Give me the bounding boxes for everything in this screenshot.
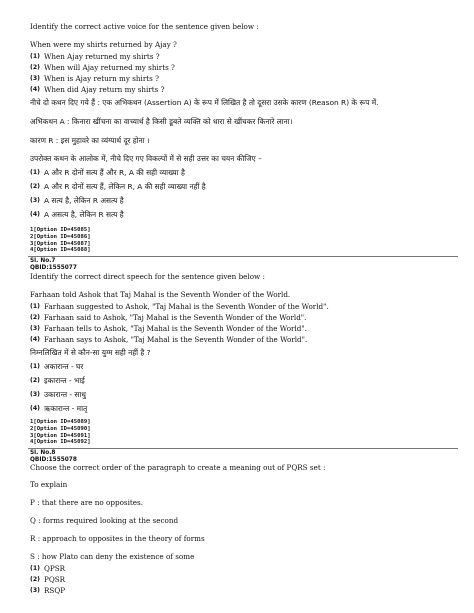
question-divider — [28, 448, 458, 449]
option-id: 1[Option ID=45085] — [30, 227, 91, 233]
option-text: Farhaan says to Ashok, "Taj Mahal is the Seventh Wonder of the World". — [44, 335, 308, 344]
q6-prompt: Identify the correct active voice for the sentence given below : — [30, 22, 259, 31]
option-number: (1) — [30, 169, 40, 176]
option-text: PQSR — [44, 575, 66, 584]
q6-option-3[interactable] — [30, 74, 456, 83]
q7-option-ids — [30, 419, 456, 446]
option-number: (2) — [30, 377, 40, 384]
option-text: When did Ajay return my shirts ? — [44, 85, 165, 94]
q6-hindi-prompt: उपरोक्त कथन के आलोक में, नीचे दिए गए विकल्पों में से सही उत्तर का चयन कीजिए – — [30, 154, 262, 163]
q8-lead: To explain — [30, 480, 68, 489]
option-number: (3) — [30, 197, 40, 204]
q7-option-1[interactable] — [30, 302, 456, 311]
option-number: (3) — [30, 325, 40, 332]
q7-hindi-option-2[interactable] — [30, 376, 456, 386]
q7-sl-no: Sl. No.7 — [30, 258, 56, 264]
option-id: 3[Option ID=45087] — [30, 240, 91, 247]
q7-option-4[interactable] — [30, 335, 456, 344]
q8-part-r: R : approach to opposites in the theory of forms — [30, 534, 205, 543]
option-number: (2) — [30, 64, 40, 71]
q8-part-s: S : how Plato can deny the existence of some — [30, 552, 195, 561]
q6-hindi-option-2[interactable] — [30, 182, 456, 192]
option-id: 4[Option ID=45092] — [30, 439, 91, 446]
q8-prompt: Choose the correct order of the paragraph to create a meaning out of PQRS set : — [30, 463, 326, 472]
option-text: उकारान्त - साधु — [44, 390, 86, 399]
option-id: 2[Option ID=45086] — [30, 233, 91, 240]
option-text: इकारान्त - भाई — [44, 376, 85, 385]
q6-option-4[interactable] — [30, 85, 456, 94]
q7-hindi-prompt: निम्नलिखित में से कौन-सा युग्म सही नहीं है ? — [30, 348, 151, 357]
q6-hindi-option-1[interactable] — [30, 168, 456, 178]
option-number: (1) — [30, 53, 40, 60]
q8-part-q: Q : forms required looking at the second — [30, 516, 179, 525]
q8-sl-no: Sl. No.8 — [30, 450, 56, 456]
q6-sentence: When were my shirts returned by Ajay ? — [30, 40, 177, 49]
option-number: (3) — [30, 587, 40, 594]
q6-assertion: अभिकथन A : किनारा खींचना का वाच्यार्थ है किसी डूबते व्यक्ति को धारा से खींचकर किनारे लाना। — [30, 117, 293, 126]
option-text: Farhaan tells to Ashok, "Taj Mahal is the Seventh Wonder of the World". — [44, 324, 307, 333]
option-id: 4[Option ID=45088] — [30, 247, 91, 254]
q8-qbid: QBID:1555078 — [30, 457, 77, 463]
q7-sentence: Farhaan told Ashok that Taj Mahal is the Seventh Wonder of the World. — [30, 290, 291, 299]
option-number: (2) — [30, 576, 40, 583]
q7-qbid: QBID:1555077 — [30, 265, 77, 271]
option-text: When will Ajay returned my shirts ? — [44, 63, 175, 72]
option-number: (1) — [30, 565, 40, 572]
q6-hindi-option-3[interactable] — [30, 196, 456, 206]
option-id: 1[Option ID=45089] — [30, 419, 91, 425]
option-id: 3[Option ID=45091] — [30, 432, 91, 439]
option-text: When Ajay returned my shirts ? — [44, 52, 160, 61]
option-text: QPSR — [44, 564, 66, 573]
option-number: (2) — [30, 314, 40, 321]
option-id: 2[Option ID=45090] — [30, 425, 91, 432]
q6-option-2[interactable] — [30, 63, 456, 72]
option-number: (2) — [30, 183, 40, 190]
option-number: (4) — [30, 405, 40, 412]
q8-option-2[interactable] — [30, 575, 456, 584]
option-text: Farhaan said to Ashok, "Taj Mahal is the Seventh Wonder of the World". — [44, 313, 307, 322]
q6-option-1[interactable] — [30, 52, 456, 61]
q8-part-p: P : that there are no opposites. — [30, 498, 144, 507]
option-number: (4) — [30, 86, 40, 93]
option-number: (3) — [30, 75, 40, 82]
option-text: A सत्य है, लेकिन R असत्य है — [44, 196, 124, 205]
option-text: ऋकारान्त - मातृ — [44, 404, 88, 413]
option-text: A और R दोनों सत्य हैं, लेकिन R, A की सही व्याख्या नहीं है — [44, 182, 206, 191]
q8-option-3[interactable] — [30, 586, 456, 595]
q7-hindi-option-4[interactable] — [30, 404, 456, 414]
q7-option-3[interactable] — [30, 324, 456, 333]
option-number: (4) — [30, 336, 40, 343]
q8-option-1[interactable] — [30, 564, 456, 573]
q6-option-ids — [30, 227, 456, 254]
q6-reason: कारण R : इस मुहावरे का व्यंग्यार्थ दूर होना । — [30, 136, 150, 145]
option-text: RSQP — [44, 586, 66, 595]
option-number: (4) — [30, 211, 40, 218]
q6-hindi-intro: नीचे दो कथन दिए गये हैं : एक अभिकथन (Assertion A) के रूप में लिखित है तो दूसरा उसके कारण (Reason R) के रूप में. — [30, 98, 379, 107]
option-text: अकारान्त - घर — [44, 362, 84, 371]
q6-hindi-option-4[interactable] — [30, 210, 456, 220]
question-divider — [28, 256, 458, 257]
option-text: When is Ajay return my shirts ? — [44, 74, 159, 83]
q7-prompt: Identify the correct direct speech for the sentence given below : — [30, 272, 265, 281]
option-text: Farhaan suggested to Ashok, "Taj Mahal is the Seventh Wonder of the World". — [44, 302, 329, 311]
q7-option-2[interactable] — [30, 313, 456, 322]
option-number: (1) — [30, 303, 40, 310]
option-number: (1) — [30, 363, 40, 370]
option-text: A और R दोनों सत्य हैं और R, A की सही व्याख्या है — [44, 168, 185, 177]
q7-hindi-option-3[interactable] — [30, 390, 456, 400]
option-text: A असत्य है, लेकिन R सत्य है — [44, 210, 124, 219]
q7-hindi-option-1[interactable] — [30, 362, 456, 372]
option-number: (3) — [30, 391, 40, 398]
